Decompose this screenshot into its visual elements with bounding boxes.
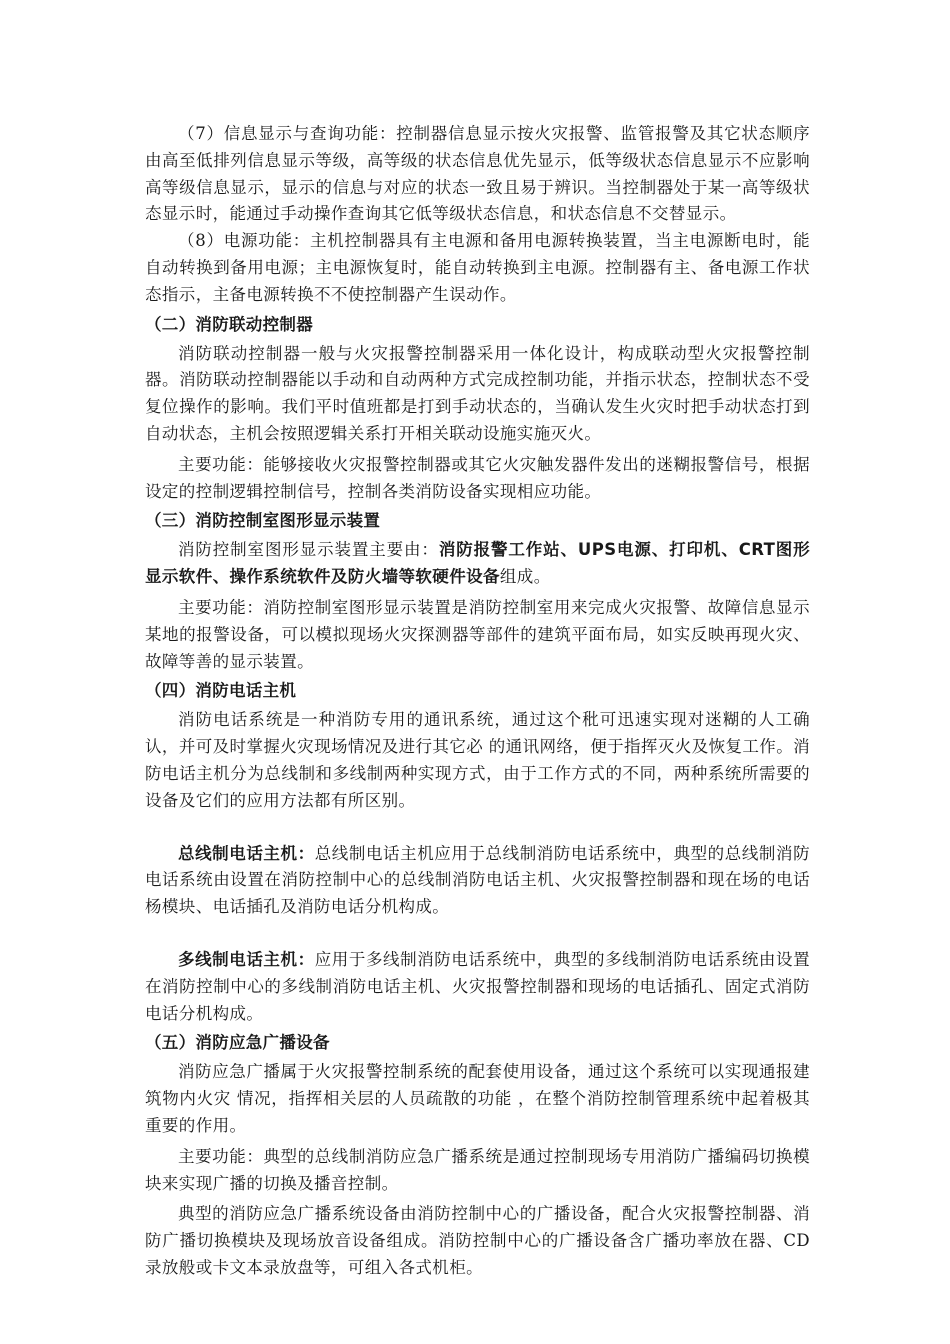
heading-linkage-controller: （二）消防联动控制器: [145, 314, 313, 334]
blank-line: [145, 819, 810, 841]
multi-telephone-label: 多线制电话主机：: [178, 949, 315, 969]
graphic-components-suffix: 组成。: [499, 567, 551, 587]
paragraph-linkage-intro: 消防联动控制器一般与火灾报警控制器采用一体化设计，构成联动型火灾报警控制器。消防联动控制器能以手动和自动两种方式完成控制功能，并指示状态，控制状态不受复位操作的影响。我们平时值班都是打到手动状态的，当确认发生火灾时把手动状态打到自动状态，主机会按照逻辑关系打开相关联动设施实施灭火。: [145, 343, 810, 443]
bus-telephone-text: 总线制电话主机应用于总线制消防电话系统中，典型的总线制消防电话系统由设置在消防控制中心的总线制消防电话主机、火灾报警控制器和现在场的电话杨模块、电话插孔及消防电话分机构成。: [145, 843, 810, 917]
paragraph-graphic-components: [145, 537, 810, 591]
heading-graphic-display: （三）消防控制室图形显示装置: [145, 511, 381, 531]
paragraph-broadcast-function: 主要功能：典型的总线制消防应急广播系统是通过控制现场专用消防广播编码切换模块来实现广播的切换及播音控制。: [145, 1146, 810, 1193]
bus-telephone-label: 总线制电话主机：: [178, 843, 315, 863]
document-page: [145, 121, 810, 1286]
multi-telephone-text: 应用于多线制消防电话系统中，典型的多线制消防电话系统由设置在消防控制中心的多线制消防电话主机、火灾报警控制器和现场的电话插孔、固定式消防电话分机构成。: [145, 949, 810, 1023]
graphic-components-list: 消防报警工作站、UPS电源、打印机、CRT图形显示软件、操作系统软件及防火墙等软硬件设备: [145, 540, 811, 587]
paragraph-broadcast-equipment: 典型的消防应急广播系统设备由消防控制中心的广播设备，配合火灾报警控制器、消防广播切换模块及现场放音设备组成。消防控制中心的广播设备含广播功率放在器、CD录放般或卡文本录放盘等，可组入各式机柜。: [145, 1204, 810, 1277]
heading-telephone-host: （四）消防电话主机: [145, 681, 297, 701]
blank-line: [145, 925, 810, 947]
graphic-components-prefix: 消防控制室图形显示装置主要由：: [178, 540, 439, 560]
paragraph-power-function: （8）电源功能：主机控制器具有主电源和备用电源转换装置，当主电源断电时，能自动转换到备用电源；主电源恢复时，能自动转换到主电源。控制器有主、备电源工作状态指示，主备电源转换不不使控制器产生误动作。: [145, 231, 810, 304]
paragraph-telephone-intro: 消防电话系统是一种消防专用的通讯系统，通过这个秕可迅速实现对迷糊的人工确认，并可及时掌握火灾现场情况及进行其它必 的通讯网络，便于指挥灭火及恢复工作。消防电话主机分为总线制和多线制两种实现方式，由于工作方式的不同，两种系统所需要的设备及它们的应用方法都有所区别。: [145, 710, 810, 810]
heading-broadcast: （五）消防应急广播设备: [145, 1033, 330, 1053]
paragraph-linkage-function: 主要功能：能够接收火灾报警控制器或其它火灾触发器件发出的迷糊报警信号，根据设定的控制逻辑控制信号，控制各类消防设备实现相应功能。: [145, 454, 810, 501]
paragraph-broadcast-intro: 消防应急广播属于火灾报警控制系统的配套使用设备，通过这个系统可以实现通报建筑物内火灾 情况，指挥相关层的人员疏散的功能 ，在整个消防控制管理系统中起着极其重要的作用。: [145, 1062, 810, 1135]
paragraph-bus-telephone: [145, 841, 810, 921]
paragraph-graphic-function: 主要功能：消防控制室图形显示装置是消防控制室用来完成火灾报警、故障信息显示某地的报警设备，可以模拟现场火灾探测器等部件的建筑平面布局，如实反映再现火灾、故障等善的显示装置。: [145, 597, 810, 671]
paragraph-info-display: （7）信息显示与查询功能：控制器信息显示按火灾报警、监管报警及其它状态顺序由高至低排列信息显示等级，高等级的状态信息优先显示，低等级状态信息显示不应影响高等级信息显示，显示的信息与对应的状态一致且易于辨识。当控制器处于某一高等级状态显示时，能通过手动操作查询其它低等级状态信息，和状态信息不交替显示。: [145, 124, 810, 224]
paragraph-multi-telephone: [145, 947, 810, 1027]
